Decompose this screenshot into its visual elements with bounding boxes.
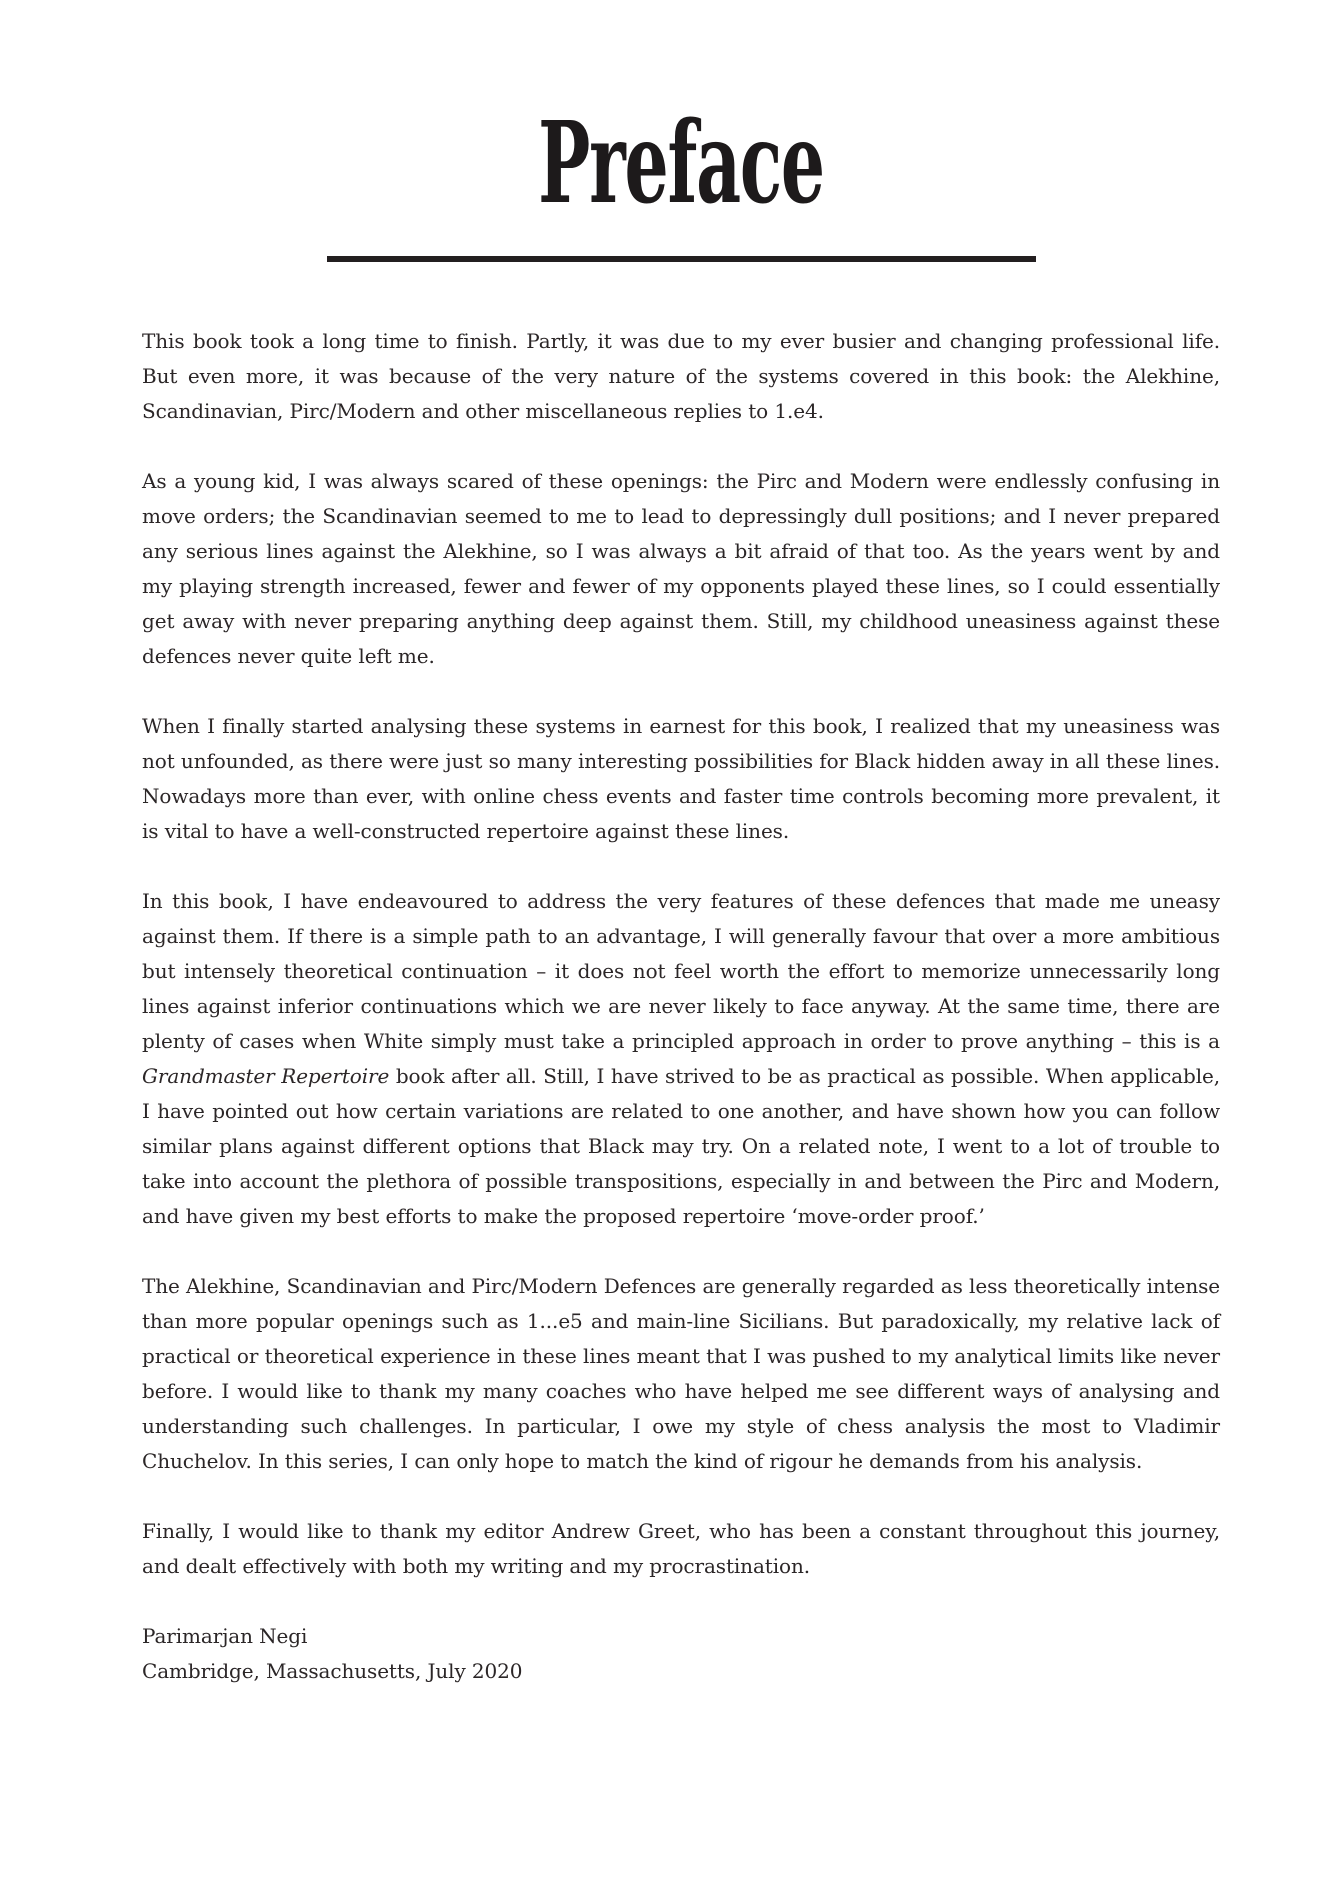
preface-paragraph-1: This book took a long time to finish. Partly, it was due to my ever busier and changing professional life. But even more, it was because of the very nature of the systems covered in this book: the Alekhine, Scandinavian, Pirc/Modern and other miscellaneous replies to 1.e4. (142, 329, 1220, 423)
paragraph-text-after-italic: book after all. Still, I have strived to be as practical as possible. When applicable, I have pointed out how certain variations are related to one another, and have shown how you can follow similar plans against different options that Black may try. On a related note, I went to a lot of trouble to take into account the plethora of possible transpositions, especially in and between the Pirc and Modern, and have given my best efforts to make the proposed repertoire ‘move-order proof.’ (142, 1064, 1221, 1228)
preface-paragraph-6: Finally, I would like to thank my editor Andrew Greet, who has been a constant throughout this journey, and dealt effectively with both my writing and my procrastination. (142, 1519, 1220, 1578)
preface-body (142, 324, 1220, 1689)
preface-paragraph-5: The Alekhine, Scandinavian and Pirc/Modern Defences are generally regarded as less theoretically intense than more popular openings such as 1...e5 and main-line Sicilians. But paradoxically, my relative lack of practical or theoretical experience in these lines meant that I was pushed to my analytical limits like never before. I would like to thank my many coaches who have helped me see different ways of analysing and understanding such challenges. In particular, I owe my style of chess analysis the most to Vladimir Chuchelov. In this series, I can only hope to match the kind of rigour he demands from his analysis. (142, 1274, 1220, 1473)
signature-author: Parimarjan Negi (142, 1624, 308, 1648)
book-series-title: Grandmaster Repertoire (142, 1064, 390, 1088)
title-rule-divider (327, 256, 1036, 262)
signature-place-date: Cambridge, Massachusetts, July 2020 (142, 1659, 523, 1683)
page-title: Preface (538, 98, 824, 229)
preface-paragraph-2: As a young kid, I was always scared of these openings: the Pirc and Modern were endlessly confusing in move orders; the Scandinavian seemed to me to lead to depressingly dull positions; and I never prepared any serious lines against the Alekhine, so I was always a bit afraid of that too. As the years went by and my playing strength increased, fewer and fewer of my opponents played these lines, so I could essentially get away with never preparing anything deep against them. Still, my childhood uneasiness against these defences never quite left me. (142, 469, 1220, 668)
signature-block (142, 1619, 1220, 1689)
paragraph-text-before-italic: In this book, I have endeavoured to address the very features of these defences that made me uneasy against them. If there is a simple path to an advantage, I will generally favour that over a more ambitious but intensely theoretical continuation – it does not feel worth the effort to memorize unnecessarily long lines against inferior continuations which we are never likely to face anyway. At the same time, there are plenty of cases when White simply must take a principled approach in order to prove anything – this is a (142, 889, 1220, 1053)
preface-paragraph-4 (142, 884, 1220, 1234)
preface-paragraph-3: When I finally started analysing these systems in earnest for this book, I realized that my uneasiness was not unfounded, as there were just so many interesting possibilities for Black hidden away in all these lines. Nowadays more than ever, with online chess events and faster time controls becoming more prevalent, it is vital to have a well-constructed repertoire against these lines. (142, 714, 1220, 843)
